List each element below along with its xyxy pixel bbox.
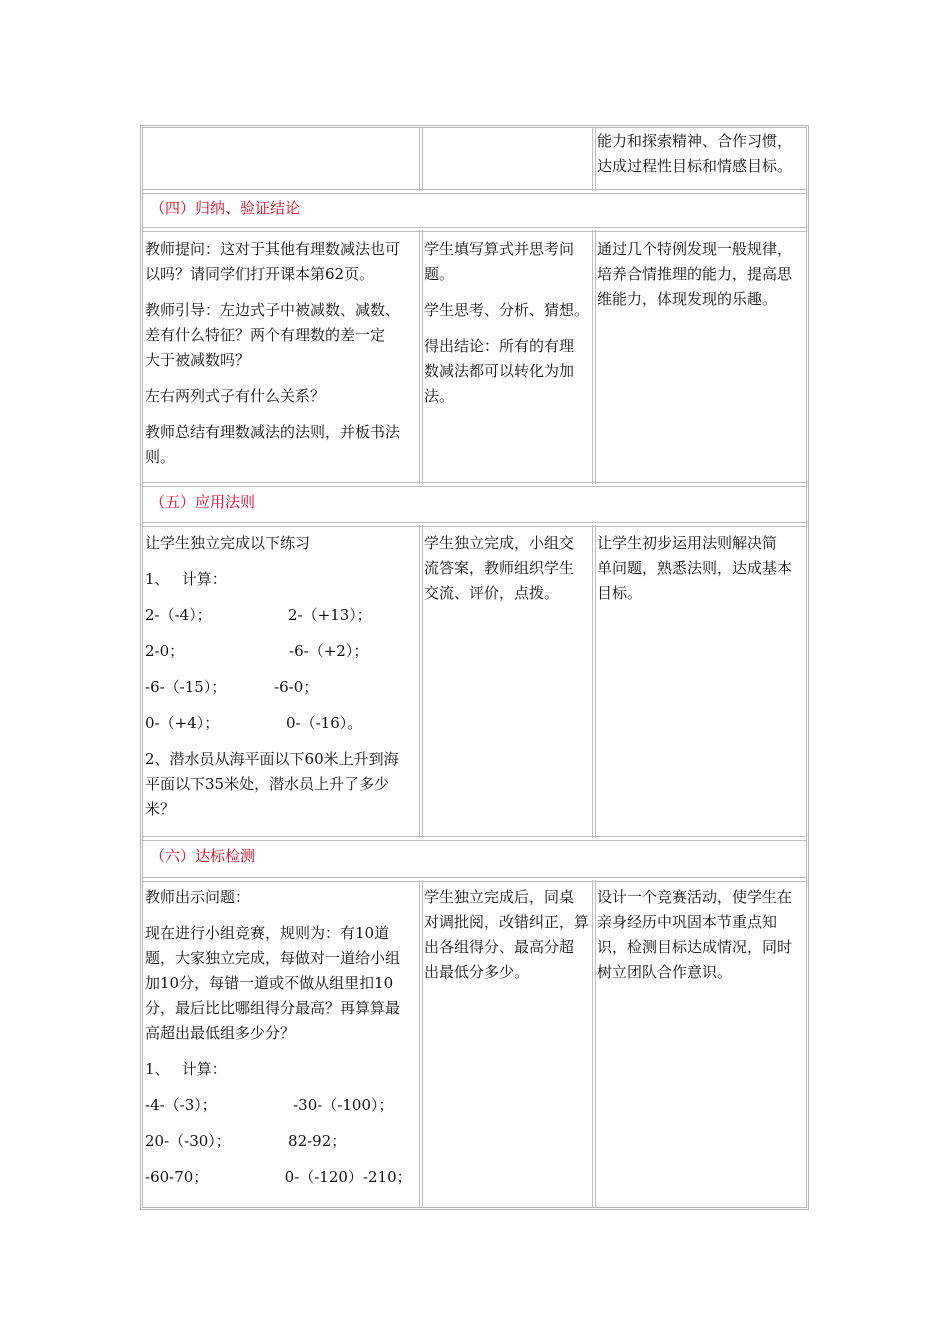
row5-goal-cell [597,531,809,606]
text-line: 高超出最低组多少分？ [145,1024,296,1042]
text-line: 亲身经历中巩固本节重点知 [597,913,778,931]
text-line: 分，最后比比哪组得分最高？再算算最 [145,999,401,1017]
calc-line: 2-（-4）； 2-（+13）； [145,606,372,624]
section-title-5: （五）应用法则 [150,493,256,511]
text-line: 出各组得分、最高分超 [424,938,575,956]
text-line: 题。 [424,265,455,283]
text-line: 设计一个竞赛活动，使学生在 [597,888,793,906]
row-divider [143,227,806,232]
text-line: 学生填写算式并思考问 [424,240,575,258]
text-line: 教师提问：这对于其他有理数减法也可 [145,240,401,258]
row4-teacher-cell [145,237,425,481]
row-divider [143,836,806,841]
text-line: 教师出示问题： [145,888,251,906]
text-line: 对调批阅，改错纠正，算 [424,913,590,931]
text-line: 单问题，熟悉法则，达成基本 [597,559,793,577]
text-line: 得出结论：所有的有理 [424,337,575,355]
row6-teacher-cell [145,885,425,1201]
calc-line: -60-70； 0-（-120）-210； [145,1168,412,1186]
item-heading: 1、 计算： [145,570,227,588]
text-line: 数减法都可以转化为加 [424,362,575,380]
calc-line: -6-（-15）； -6-0； [145,678,319,696]
row-divider [143,522,806,527]
text-line: 达成过程性目标和情感目标。 [597,157,793,175]
text-line: 出最低分多少。 [424,963,530,981]
calc-line: 0-（+4）； 0-（-16）。 [145,714,363,732]
calc-line: -4-（-3）； -30-（-100）； [145,1096,394,1114]
text-line: 左右两列式子有什么关系？ [145,387,326,405]
row4-student-cell [424,237,596,420]
row0-goal-cell [597,129,809,179]
text-line: 现在进行小组竞赛，规则为：有10道 [145,924,390,942]
text-line: 流答案，教师组织学生 [424,559,575,577]
calc-line: 20-（-30）； 82-92； [145,1132,347,1150]
text-line: 目标。 [597,584,643,602]
text-line: 学生独立完成，小组交 [424,534,575,552]
text-line: 法。 [424,387,455,405]
row5-student-cell [424,531,596,606]
text-line: 学生独立完成后，同桌 [424,888,575,906]
text-line: 维能力，体现发现的乐趣。 [597,290,778,308]
row6-goal-cell [597,885,809,985]
item-heading: 1、 计算： [145,1060,227,1078]
text-line: 让学生初步运用法则解决简 [597,534,778,552]
section-title-6: （六）达标检测 [150,847,256,865]
text-line: 教师引导：左边式子中被减数、减数、 [145,301,401,319]
text-line: 米？ [145,800,176,818]
text-line: 让学生独立完成以下练习 [145,534,311,552]
text-line: 差有什么特征？两个有理数的差一定 [145,326,386,344]
text-line: 加10分，每错一道或不做从组里扣10 [145,974,394,992]
text-line: 通过几个特例发现一般规律， [597,240,793,258]
column-divider [419,128,423,191]
row4-goal-cell [597,237,809,312]
text-line: 2、潜水员从海平面以下60米上升到海 [145,750,399,768]
text-line: 树立团队合作意识。 [597,963,733,981]
text-line: 能力和探索精神、合作习惯， [597,132,793,150]
row-divider [143,877,806,882]
text-line: 培养合情推理的能力，提高思 [597,265,793,283]
text-line: 题，大家独立完成，每做对一道给小组 [145,949,401,967]
text-line: 识，检测目标达成情况，同时 [597,938,793,956]
calc-line: 2-0； -6-（+2）； [145,642,369,660]
column-divider [592,128,596,191]
text-line: 教师总结有理数减法的法则，并板书法 [145,423,401,441]
row-divider [143,482,806,487]
row-divider [143,189,806,194]
row6-student-cell [424,885,596,985]
text-line: 交流、评价，点拨。 [424,584,560,602]
section-title-4: （四）归纳、验证结论 [150,199,301,217]
text-line: 以吗？请同学们打开课本第62页。 [145,265,375,283]
row5-teacher-cell [145,531,425,833]
text-line: 则。 [145,448,176,466]
text-line: 平面以下35米处，潜水员上升了多少 [145,775,390,793]
text-line: 大于被减数吗？ [145,351,251,369]
text-line: 学生思考、分析、猜想。 [424,301,590,319]
